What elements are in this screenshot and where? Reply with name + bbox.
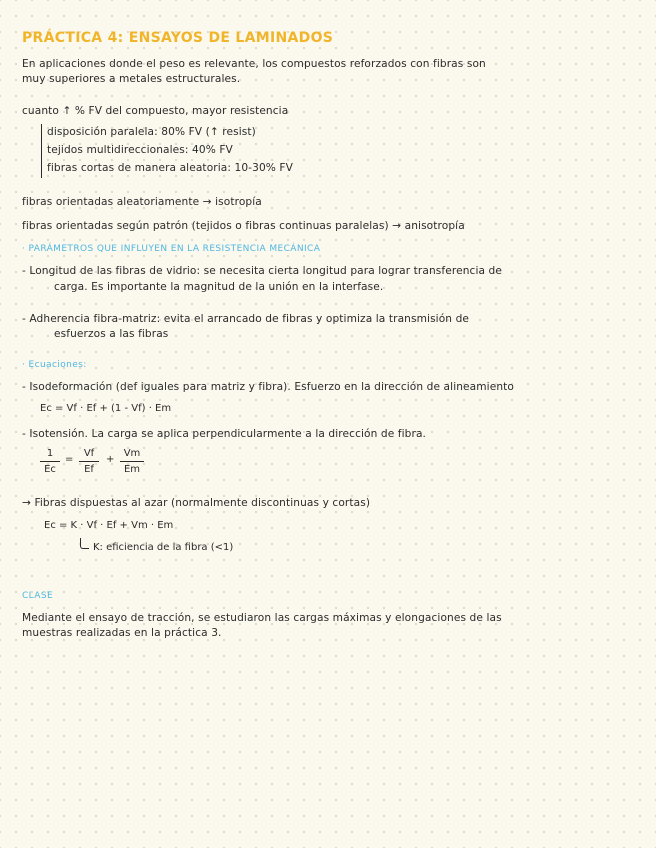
random-fibers-text: → Fibras dispuestas al azar (normalmente discontinuas y cortas) (22, 497, 371, 509)
intro-line-2: muy superiores a metales estructurales. (22, 73, 241, 85)
random-fibers-note: K: eficiencia de la fibra (<1) (93, 542, 234, 553)
fv-heading: cuanto ↑ % FV del compuesto, mayor resistencia (22, 105, 289, 117)
param-fiber-length-line-1: - Longitud de las fibras de vidrio: se necesita cierta longitud para lograr transferencia de (22, 265, 502, 277)
fv-list-bracket (41, 124, 42, 178)
fv-item-parallel: disposición paralela: 80% FV (↑ resist) (47, 126, 256, 138)
hook-arrow-icon (80, 538, 89, 549)
fraction-term-1-numerator: Vf (83, 448, 95, 459)
param-fiber-length-line-2: carga. Es importante la magnitud de la unión en la interfase. (54, 281, 384, 293)
fraction-lhs-rule (40, 461, 60, 462)
fraction-term-2-rule (120, 461, 144, 462)
param-adherence-line-1: - Adherencia fibra-matriz: evita el arrancado de fibras y optimiza la transmisión de (22, 313, 470, 325)
page-title: PRÁCTICA 4: ENSAYOS DE LAMINADOS (22, 30, 334, 46)
fraction-term-2-denominator: Em (123, 464, 141, 476)
fv-item-woven: tejidos multidireccionales: 40% FV (47, 144, 233, 156)
fraction-term-1-rule (79, 461, 99, 462)
class-text-line-1: Mediante el ensayo de tracción, se estudiaron las cargas máximas y elongaciones de las (22, 612, 502, 624)
fraction-lhs (40, 447, 60, 476)
orientation-anisotropy: fibras orientadas según patrón (tejidos o fibras continuas paralelas) → anisotropía (22, 220, 465, 232)
fraction-term-1 (79, 447, 99, 476)
iso-tension-text: - Isotensión. La carga se aplica perpendicularmente a la dirección de fibra. (22, 428, 427, 440)
intro-line-1: En aplicaciones donde el peso es relevante, los compuestos reforzados con fibras son (22, 58, 486, 70)
iso-deformation-formula: Ec = Vf · Ef + (1 - Vf) · Em (40, 403, 172, 414)
fraction-lhs-denominator: Ec (44, 464, 56, 476)
plus-sign: + (106, 454, 115, 465)
fraction-lhs-numerator: 1 (46, 448, 54, 459)
equations-heading: · Ecuaciones: (22, 360, 87, 370)
fraction-term-2-numerator: Vm (123, 448, 141, 459)
fv-item-short-fibers: fibras cortas de manera aleatoria: 10-30% FV (47, 162, 293, 174)
orientation-isotropy: fibras orientadas aleatoriamente → isotropía (22, 196, 262, 208)
params-heading: · PARÁMETROS QUE INFLUYEN EN LA RESISTENCIA MECÁNICA (22, 244, 321, 254)
class-heading: CLASE (22, 591, 54, 601)
fraction-term-1-denominator: Ef (84, 464, 94, 476)
class-text-line-2: muestras realizadas en la práctica 3. (22, 627, 222, 639)
iso-deformation-text: - Isodeformación (def iguales para matriz y fibra). Esfuerzo en la dirección de alineamiento (22, 381, 514, 393)
equals-sign: = (65, 454, 74, 465)
param-adherence-line-2: esfuerzos a las fibras (54, 328, 169, 340)
random-fibers-formula: Ec = K · Vf · Ef + Vm · Em (44, 520, 174, 531)
fraction-term-2 (120, 447, 144, 476)
